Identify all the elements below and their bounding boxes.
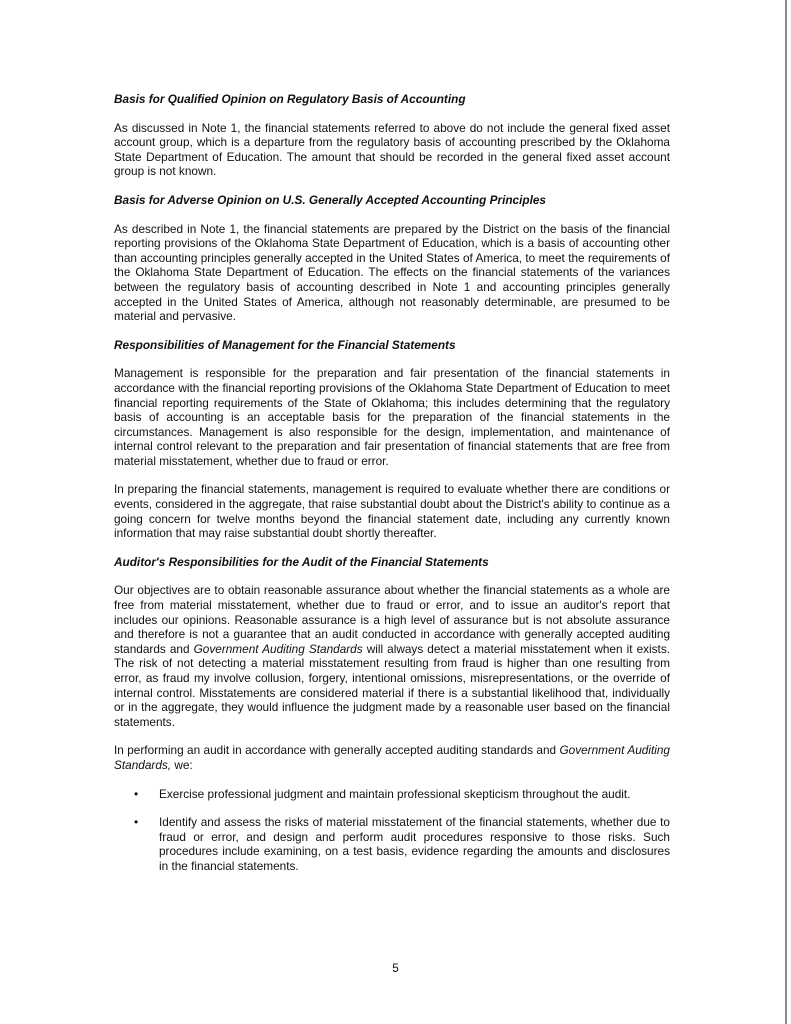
text-run: Our objectives are to obtain reasonable assurance about whether the financial statements as a whole are free from material misstatement, whether due to fraud or error, and to issue an auditor's report that includes our opinions. Reasonable assurance is a high level of assurance but is not absolute assurance and therefore is not a guarantee that an audit conducted in accordance with generally accepted auditing standards and (114, 583, 670, 656)
paragraph-auditor-performing (114, 743, 670, 772)
list-item: • Identify and assess the risks of material misstatement of the financial statements, whether due to fraud or error, and design and perform audit procedures responsive to those risks. Such procedures include examining, on a test basis, evidence regarding the amounts and disclosures in the financial statements. (114, 815, 670, 873)
text-run: In performing an audit in accordance with generally accepted auditing standards and (114, 743, 560, 758)
paragraph-management-responsibilities-2: In preparing the financial statements, management is required to evaluate whether there are conditions or events, considered in the aggregate, that raise substantial doubt about the District's ability to continue as a going concern for twelve months beyond the financial statement date, including any currently known information that may raise substantial doubt shortly thereafter. (114, 482, 670, 541)
text-run: will always detect a material misstatement when it exists. The risk of not detecting a material misstatement resulting from fraud is higher than one resulting from error, as fraud my involve collusion, forgery, intentional omissions, misrepresentations, or the override of internal control. Misstatements are considered material if there is a substantial likelihood that, individually or in the aggregate, they would influence the judgment made by a reasonable user based on the financial statements. (114, 641, 670, 729)
list-item: • Exercise professional judgment and maintain professional skepticism throughout the audit. (114, 787, 670, 802)
scan-edge-line (785, 0, 787, 1024)
page-number: 5 (392, 961, 399, 975)
italic-standard-title: Government Auditing Standards (193, 641, 363, 656)
heading-qualified-opinion: Basis for Qualified Opinion on Regulatory Basis of Accounting (114, 92, 466, 106)
italic-standard-title: Government Auditing Standards, (114, 743, 670, 772)
document-body (114, 92, 670, 888)
paragraph-management-responsibilities-1: Management is responsible for the preparation and fair presentation of the financial statements in accordance with the financial reporting provisions of the Oklahoma State Department of Education to meet financial reporting requirements of the State of Oklahoma; this includes determining that the regulatory basis of accounting is an acceptable basis for the preparation of the financial statements in the circumstances. Management is also responsible for the design, implementation, and maintenance of internal control relevant to the preparation and fair presentation of financial statements that are free from material misstatement, whether due to fraud or error. (114, 366, 670, 468)
paragraph-auditor-objectives (114, 583, 670, 729)
auditor-procedures-list (114, 787, 670, 874)
heading-adverse-opinion: Basis for Adverse Opinion on U.S. Generally Accepted Accounting Principles (114, 192, 546, 207)
paragraph-qualified-opinion: As discussed in Note 1, the financial statements referred to above do not include the general fixed asset account group, which is a departure from the regulatory basis of accounting prescribed by the Oklahoma State Department of Education. The amount that should be recorded in the general fixed asset account group is not known. (114, 120, 670, 179)
heading-auditor-responsibilities: Auditor's Responsibilities for the Audit of the Financial Statements (114, 554, 489, 569)
text-run: we: (171, 757, 193, 772)
heading-management-responsibilities: Responsibilities of Management for the Financial Statements (114, 337, 456, 352)
paragraph-adverse-opinion: As described in Note 1, the financial statements are prepared by the District on the basis of the financial reporting provisions of the Oklahoma State Department of Education, which is a basis of accounting other than accounting principles generally accepted in the United States of America, to meet the requirements of the Oklahoma State Department of Education. The effects on the financial statements of the variances between the regulatory basis of accounting described in Note 1 and accounting principles generally accepted in the United States of America, although not reasonably determinable, are presumed to be material and pervasive. (114, 221, 670, 324)
